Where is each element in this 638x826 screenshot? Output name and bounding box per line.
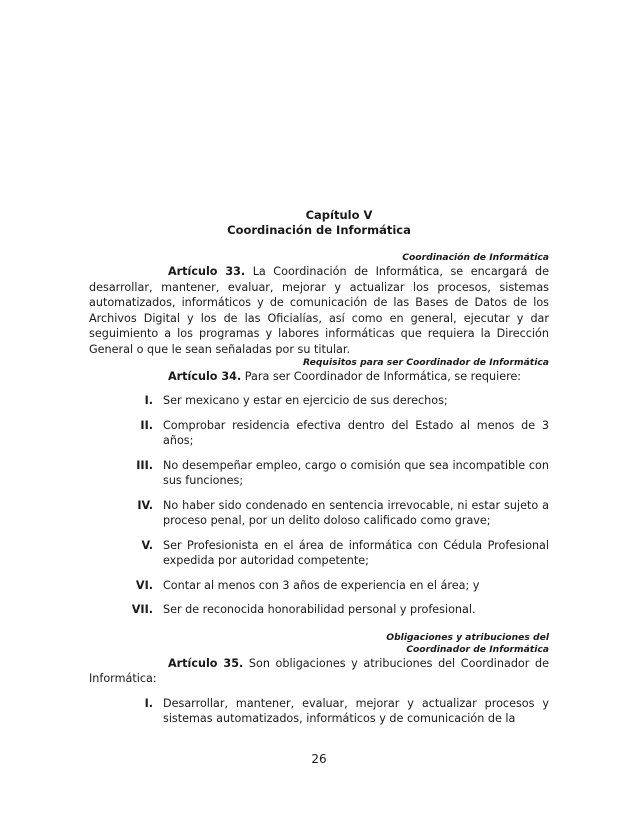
article-33-side-note: Coordinación de Informática: [402, 252, 549, 263]
article-35-side-note-line2: Coordinador de Informática: [406, 643, 549, 655]
article-34-text: Para ser Coordinador de Informática, se requiere:: [244, 370, 522, 383]
list-item: [89, 418, 549, 449]
page-number: 26: [311, 752, 327, 766]
chapter-number: Capítulo V: [305, 208, 373, 222]
item-text: Desarrollar, mantener, evaluar, mejorar y actualizar procesos y sistemas automatizados, informáticos y de comunicación de la: [163, 696, 549, 725]
article-35-text: Son obligaciones y atribuciones del Coordinador de Informática:: [89, 656, 549, 685]
item-number: V.: [141, 538, 153, 552]
item-text: No desempeñar empleo, cargo o comisión que sea incompatible con sus funciones;: [163, 458, 549, 487]
article-35-list: [89, 696, 549, 727]
item-number: VII.: [131, 603, 153, 616]
article-34-label: Artículo 34.: [168, 370, 242, 383]
article-33-text: La Coordinación de Informática, se encargará de desarrollar, mantener, evaluar, mejorar y actualizar los procesos, sistemas automatizados, informáticos y de comunicación de las Bases de Datos de los Archivos Digital y los de las Oficialías, así como en general, ejecutar y dar seguimiento a los programas y labores informáticas que requiera la Dirección General o que le sean señaladas por su titular.: [89, 265, 549, 356]
item-number: III.: [136, 458, 153, 472]
article-34-intro: [89, 369, 549, 384]
item-number: I.: [144, 696, 153, 710]
list-item: [89, 602, 549, 618]
list-item: [89, 538, 549, 569]
article-33-paragraph: [89, 264, 549, 357]
article-33-label: Artículo 33.: [168, 265, 246, 278]
list-item: [89, 696, 549, 727]
page-content: [89, 208, 549, 727]
item-number: II.: [140, 418, 153, 432]
item-text: Ser Profesionista en el área de informática con Cédula Profesional expedida por autoridad competente;: [163, 538, 549, 567]
item-number: IV.: [137, 498, 153, 512]
list-item: [89, 578, 549, 594]
article-35-label: Artículo 35.: [168, 656, 244, 670]
list-item: [89, 458, 549, 489]
article-34-list: [89, 393, 549, 618]
item-number: VI.: [135, 578, 153, 592]
article-34-side-note: Requisitos para ser Coordinador de Informática: [303, 357, 549, 368]
list-item: [89, 498, 549, 529]
item-text: Contar al menos con 3 años de experiencia en el área; y: [163, 578, 480, 592]
item-number: I.: [144, 394, 153, 407]
item-text: Ser de reconocida honorabilidad personal y profesional.: [163, 603, 476, 616]
item-text: No haber sido condenado en sentencia irrevocable, ni estar sujeto a proceso penal, por un delito doloso calificado como grave;: [163, 498, 549, 527]
list-item: [89, 393, 549, 409]
article-35-paragraph: [89, 656, 549, 687]
item-text: Comprobar residencia efectiva dentro del Estado al menos de 3 años;: [163, 418, 549, 447]
article-35-side-note-line1: Obligaciones y atribuciones del: [386, 631, 549, 643]
item-text: Ser mexicano y estar en ejercicio de sus derechos;: [163, 394, 448, 407]
chapter-title: Coordinación de Informática: [227, 223, 411, 237]
